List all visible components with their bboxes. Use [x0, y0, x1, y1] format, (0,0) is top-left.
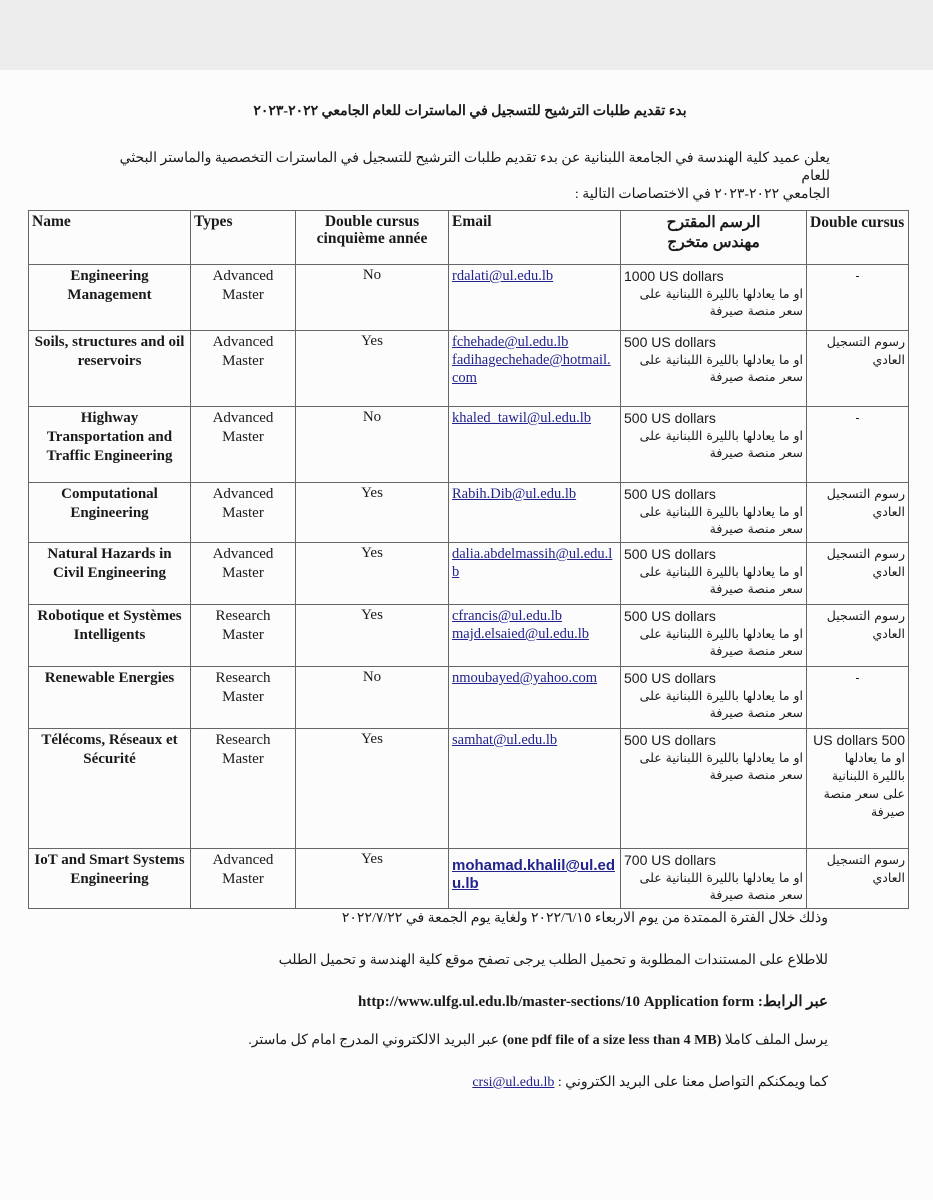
header-name: Name [29, 211, 191, 265]
program-type: Advanced Master [191, 265, 296, 331]
email-link[interactable]: cfrancis@ul.edu.lb [452, 608, 562, 624]
contact-text: كما ويمكنكم التواصل معنا على البريد الكتروني : [557, 1075, 828, 1090]
fee-cell [621, 407, 807, 483]
double-cursus-cinquieme-value: Yes [296, 483, 449, 543]
page-title: بدء تقديم طلبات الترشيح للتسجيل في الماسترات للعام الجامعي ٢٠٢٢-٢٠٢٣ [253, 104, 687, 119]
intro-paragraph [110, 150, 830, 204]
email-link[interactable]: khaled_tawil@ul.edu.lb [452, 410, 591, 426]
programs-table [28, 210, 909, 909]
fee-cell [621, 331, 807, 407]
fee-cell [621, 729, 807, 849]
send-prefix: يرسل الملف كاملا [724, 1033, 828, 1048]
fee-equivalent: او ما يعادلها بالليرة اللبنانية على سعر منصة صيرفة [639, 286, 803, 318]
double-cursus-cinquieme-value: Yes [296, 729, 449, 849]
email-link[interactable]: majd.elsaied@ul.edu.lb [452, 626, 589, 642]
email-link[interactable]: nmoubayed@yahoo.com [452, 670, 598, 686]
table-row [29, 331, 909, 407]
application-form-line [100, 992, 828, 1011]
header-types: Types [191, 211, 296, 265]
double-cursus-value: - [807, 265, 909, 331]
intro-line-1: يعلن عميد كلية الهندسة في الجامعة اللبنانية عن بدء تقديم طلبات الترشيح للتسجيل في الماسترات التخصصية والماستر البحثي للعام [119, 151, 830, 184]
fee-equivalent: او ما يعادلها بالليرة اللبنانية على سعر منصة صيرفة [639, 626, 803, 658]
send-file-spec: (one pdf file of a size less than 4 MB) [502, 1033, 722, 1048]
fee-amount: 500 US dollars [624, 732, 716, 748]
table-row [29, 265, 909, 331]
email-link[interactable]: samhat@ul.edu.lb [452, 732, 558, 748]
program-name: IoT and Smart Systems Engineering [29, 849, 191, 909]
fee-equivalent: او ما يعادلها بالليرة اللبنانية على سعر منصة صيرفة [639, 688, 803, 720]
double-cursus-value: رسوم التسجيل العادي [807, 483, 909, 543]
double-cursus-cinquieme-value: No [296, 667, 449, 729]
send-suffix: عبر البريد الالكتروني المدرج امام كل ماستر. [248, 1033, 499, 1048]
double-cursus-cinquieme-value: Yes [296, 605, 449, 667]
email-cell [449, 483, 621, 543]
email-link[interactable]: dalia.abdelmassih@ul.edu.lb [452, 546, 613, 580]
double-cursus-equivalent: او ما يعادلها بالليرة اللبنانية على سعر منصة صيرفة [823, 750, 905, 819]
fee-cell [621, 667, 807, 729]
table-row [29, 729, 909, 849]
double-cursus-value [807, 729, 909, 849]
send-instructions [100, 1032, 828, 1049]
program-name: Natural Hazards in Civil Engineering [29, 543, 191, 605]
table-body [29, 265, 909, 909]
fee-amount: 500 US dollars [624, 410, 716, 426]
program-name: Computational Engineering [29, 483, 191, 543]
top-margin [0, 0, 933, 70]
table-row [29, 407, 909, 483]
fee-cell [621, 543, 807, 605]
fee-amount: 500 US dollars [624, 486, 716, 502]
email-cell [449, 729, 621, 849]
fee-equivalent: او ما يعادلها بالليرة اللبنانية على سعر منصة صيرفة [639, 564, 803, 596]
double-cursus-value: - [807, 407, 909, 483]
program-type: Advanced Master [191, 483, 296, 543]
fee-equivalent: او ما يعادلها بالليرة اللبنانية على سعر منصة صيرفة [639, 352, 803, 384]
header-double-cursus: Double cursus [807, 211, 909, 265]
intro-line-2: الجامعي ٢٠٢٢-٢٠٢٣ في الاختصاصات التالية : [574, 187, 830, 202]
program-type: Advanced Master [191, 407, 296, 483]
table-header-row [29, 211, 909, 265]
email-cell [449, 605, 621, 667]
header-fee-line-1: الرسم المقترح [666, 214, 761, 231]
table-row [29, 667, 909, 729]
fee-cell [621, 483, 807, 543]
double-cursus-cinquieme-value: Yes [296, 331, 449, 407]
email-link[interactable]: fchehade@ul.edu.lb [452, 334, 569, 350]
double-cursus-cinquieme-value: No [296, 265, 449, 331]
email-cell [449, 407, 621, 483]
fee-amount: 500 US dollars [624, 608, 716, 624]
email-link[interactable]: rdalati@ul.edu.lb [452, 268, 554, 284]
double-cursus-cinquieme-value: Yes [296, 849, 449, 909]
program-name: Télécoms, Réseaux et Sécurité [29, 729, 191, 849]
fee-cell [621, 849, 807, 909]
period-note: وذلك خلال الفترة الممتدة من يوم الاربعاء ٢٠٢٢/٦/١٥ ولغاية يوم الجمعة في ٢٠٢٢/٧/٢٢ [341, 911, 828, 926]
header-double-cursus-cinquieme: Double cursus cinquième année [296, 211, 449, 265]
header-fee-line-2: مهندس متخرج [667, 234, 760, 251]
double-cursus-value: رسوم التسجيل العادي [807, 605, 909, 667]
fee-cell [621, 265, 807, 331]
fee-amount: 500 US dollars [624, 670, 716, 686]
fee-amount: 700 US dollars [624, 852, 716, 868]
email-cell [449, 849, 621, 909]
fee-equivalent: او ما يعادلها بالليرة اللبنانية على سعر منصة صيرفة [639, 750, 803, 782]
email-cell [449, 331, 621, 407]
double-cursus-value: رسوم التسجيل العادي [807, 543, 909, 605]
table-row [29, 849, 909, 909]
documents-note: للاطلاع على المستندات المطلوبة و تحميل الطلب يرجى تصفح موقع كلية الهندسة و تحميل الطلب [278, 953, 828, 968]
program-type: Advanced Master [191, 331, 296, 407]
table-row [29, 605, 909, 667]
email-cell [449, 265, 621, 331]
table-row [29, 543, 909, 605]
fee-amount: 500 US dollars [624, 334, 716, 350]
email-cell [449, 543, 621, 605]
fee-amount: 500 US dollars [624, 546, 716, 562]
fee-equivalent: او ما يعادلها بالليرة اللبنانية على سعر منصة صيرفة [639, 504, 803, 536]
program-type: Research Master [191, 729, 296, 849]
header-email: Email [449, 211, 621, 265]
contact-line [100, 1074, 828, 1091]
double-cursus-value: - [807, 667, 909, 729]
contact-email-link[interactable]: crsi@ul.edu.lb [472, 1075, 555, 1090]
double-cursus-value: رسوم التسجيل العادي [807, 331, 909, 407]
double-cursus-amount: 500 US dollars [813, 732, 905, 748]
header-proposed-fee [621, 211, 807, 265]
program-name: Robotique et Systèmes Intelligents [29, 605, 191, 667]
email-link[interactable]: Rabih.Dib@ul.edu.lb [452, 486, 577, 502]
program-type: Advanced Master [191, 849, 296, 909]
fee-cell [621, 605, 807, 667]
double-cursus-cinquieme-value: Yes [296, 543, 449, 605]
program-name: Renewable Energies [29, 667, 191, 729]
program-type: Research Master [191, 605, 296, 667]
fee-equivalent: او ما يعادلها بالليرة اللبنانية على سعر منصة صيرفة [639, 870, 803, 902]
email-link[interactable]: mohamad.khalil@ul.edu.lb [452, 857, 615, 892]
email-link[interactable]: fadihagechehade@hotmail.com [452, 352, 611, 386]
form-label: عبر الرابط: Application form [643, 994, 828, 1010]
program-type: Advanced Master [191, 543, 296, 605]
fee-amount: 1000 US dollars [624, 268, 724, 284]
table-row [29, 483, 909, 543]
email-cell [449, 667, 621, 729]
program-name: Engineering Management [29, 265, 191, 331]
double-cursus-cinquieme-value: No [296, 407, 449, 483]
program-name: Highway Transportation and Traffic Engineering [29, 407, 191, 483]
double-cursus-value: رسوم التسجيل العادي [807, 849, 909, 909]
program-type: Research Master [191, 667, 296, 729]
program-name: Soils, structures and oil reservoirs [29, 331, 191, 407]
form-url[interactable]: http://www.ulfg.ul.edu.lb/master-sections/10 [358, 994, 640, 1010]
fee-equivalent: او ما يعادلها بالليرة اللبنانية على سعر منصة صيرفة [639, 428, 803, 460]
